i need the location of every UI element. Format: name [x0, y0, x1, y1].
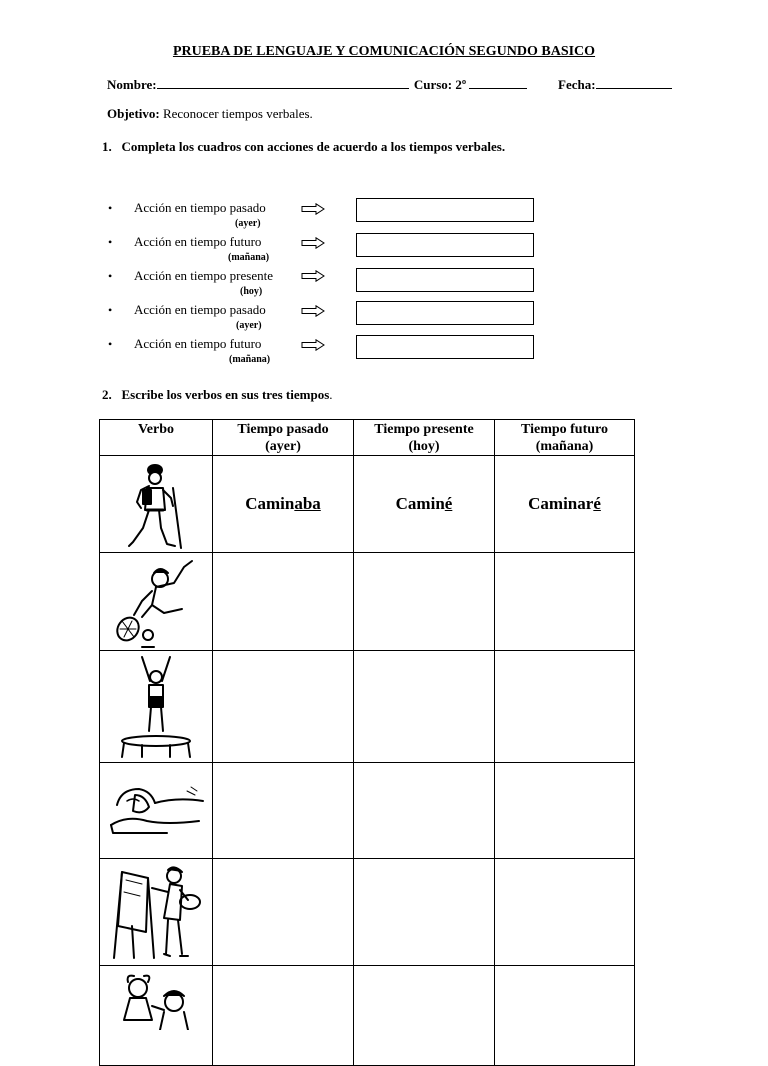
present-cell[interactable] [354, 859, 495, 966]
column-header-past: Tiempo pasado (ayer) [213, 420, 354, 456]
action-label: Acción en tiempo futuro [134, 336, 262, 351]
table-header-row [100, 420, 635, 456]
past-cell[interactable] [213, 763, 354, 859]
example-future: Caminaré [528, 494, 601, 513]
present-cell[interactable] [354, 966, 495, 1066]
arrow-right-icon [301, 203, 325, 215]
column-header-verb: Verbo [100, 420, 213, 456]
date-row [558, 76, 672, 93]
bullet-icon: • [108, 201, 113, 215]
verb-picture-cell [100, 966, 213, 1066]
present-cell[interactable] [354, 651, 495, 763]
walking-person-icon [121, 458, 191, 550]
student-info-row [107, 76, 527, 93]
table-row [100, 651, 635, 763]
future-cell[interactable] [495, 966, 635, 1066]
section2-instruction-text: 2. Escribe los verbos en sus tres tiempos [102, 387, 330, 402]
past-cell[interactable] [213, 651, 354, 763]
future-cell[interactable] [495, 763, 635, 859]
table-row [100, 763, 635, 859]
present-cell[interactable] [354, 553, 495, 651]
action-label: Acción en tiempo pasado [134, 302, 266, 317]
bullet-icon: • [108, 235, 113, 249]
tennis-player-icon [112, 555, 200, 649]
past-cell[interactable] [213, 966, 354, 1066]
future-cell[interactable] [495, 651, 635, 763]
table-row [100, 553, 635, 651]
example-present: Caminé [395, 494, 453, 513]
present-cell[interactable] [354, 456, 495, 553]
page-title: PRUEBA DE LENGUAJE Y COMUNICACIÓN SEGUNDO BASICO [172, 44, 596, 59]
example-past: Caminaba [245, 494, 321, 513]
action-hint: (hoy) [240, 286, 263, 297]
answer-box[interactable] [356, 335, 534, 359]
future-cell[interactable] [495, 456, 635, 553]
answer-box[interactable] [356, 301, 534, 325]
past-cell[interactable] [213, 553, 354, 651]
action-label: Acción en tiempo futuro [134, 234, 262, 249]
painter-at-easel-icon [108, 862, 204, 962]
answer-box[interactable] [356, 233, 534, 257]
future-cell[interactable] [495, 553, 635, 651]
bullet-icon: • [108, 303, 113, 317]
verb-picture-cell [100, 456, 213, 553]
date-label: Fecha: [558, 77, 596, 92]
date-field[interactable] [596, 76, 672, 89]
section2-instruction [102, 387, 333, 403]
action-hint: (mañana) [228, 252, 270, 263]
action-hint: (ayer) [235, 218, 261, 229]
bullet-icon: • [108, 337, 113, 351]
verb-picture-cell [100, 553, 213, 651]
arrow-right-icon [301, 237, 325, 249]
objective [107, 106, 313, 122]
objective-text: Reconocer tiempos verbales. [162, 106, 313, 121]
bullet-icon: • [108, 269, 113, 283]
action-label: Acción en tiempo pasado [134, 200, 266, 215]
answer-box[interactable] [356, 198, 534, 222]
action-hint: (mañana) [229, 354, 271, 365]
past-cell[interactable] [213, 456, 354, 553]
section1-instruction: 1. Completa los cuadros con acciones de acuerdo a los tiempos verbales. [102, 139, 506, 154]
action-label: Acción en tiempo presente [134, 268, 273, 283]
verb-picture-cell [100, 859, 213, 966]
arrow-right-icon [301, 339, 325, 351]
future-cell[interactable] [495, 859, 635, 966]
arrow-right-icon [301, 270, 325, 282]
verb-table [99, 419, 635, 1066]
verb-picture-cell [100, 763, 213, 859]
section2-instruction-end: . [329, 387, 333, 402]
sleeping-person-icon [107, 781, 205, 841]
verb-picture-cell [100, 651, 213, 763]
course-field[interactable] [469, 76, 527, 89]
course-label: Curso: 2º [413, 77, 467, 92]
objective-label: Objetivo: [107, 106, 160, 121]
column-header-future: Tiempo futuro (mañana) [495, 420, 635, 456]
table-row [100, 859, 635, 966]
name-label: Nombre: [107, 77, 157, 92]
present-cell[interactable] [354, 763, 495, 859]
past-cell[interactable] [213, 859, 354, 966]
column-header-present: Tiempo presente (hoy) [354, 420, 495, 456]
arrow-right-icon [301, 305, 325, 317]
children-playing-icon [108, 970, 204, 1030]
name-field[interactable] [157, 76, 409, 89]
action-hint: (ayer) [236, 320, 262, 331]
trampoline-jumper-icon [116, 653, 196, 761]
answer-box[interactable] [356, 268, 534, 292]
table-row [100, 966, 635, 1066]
table-row [100, 456, 635, 553]
